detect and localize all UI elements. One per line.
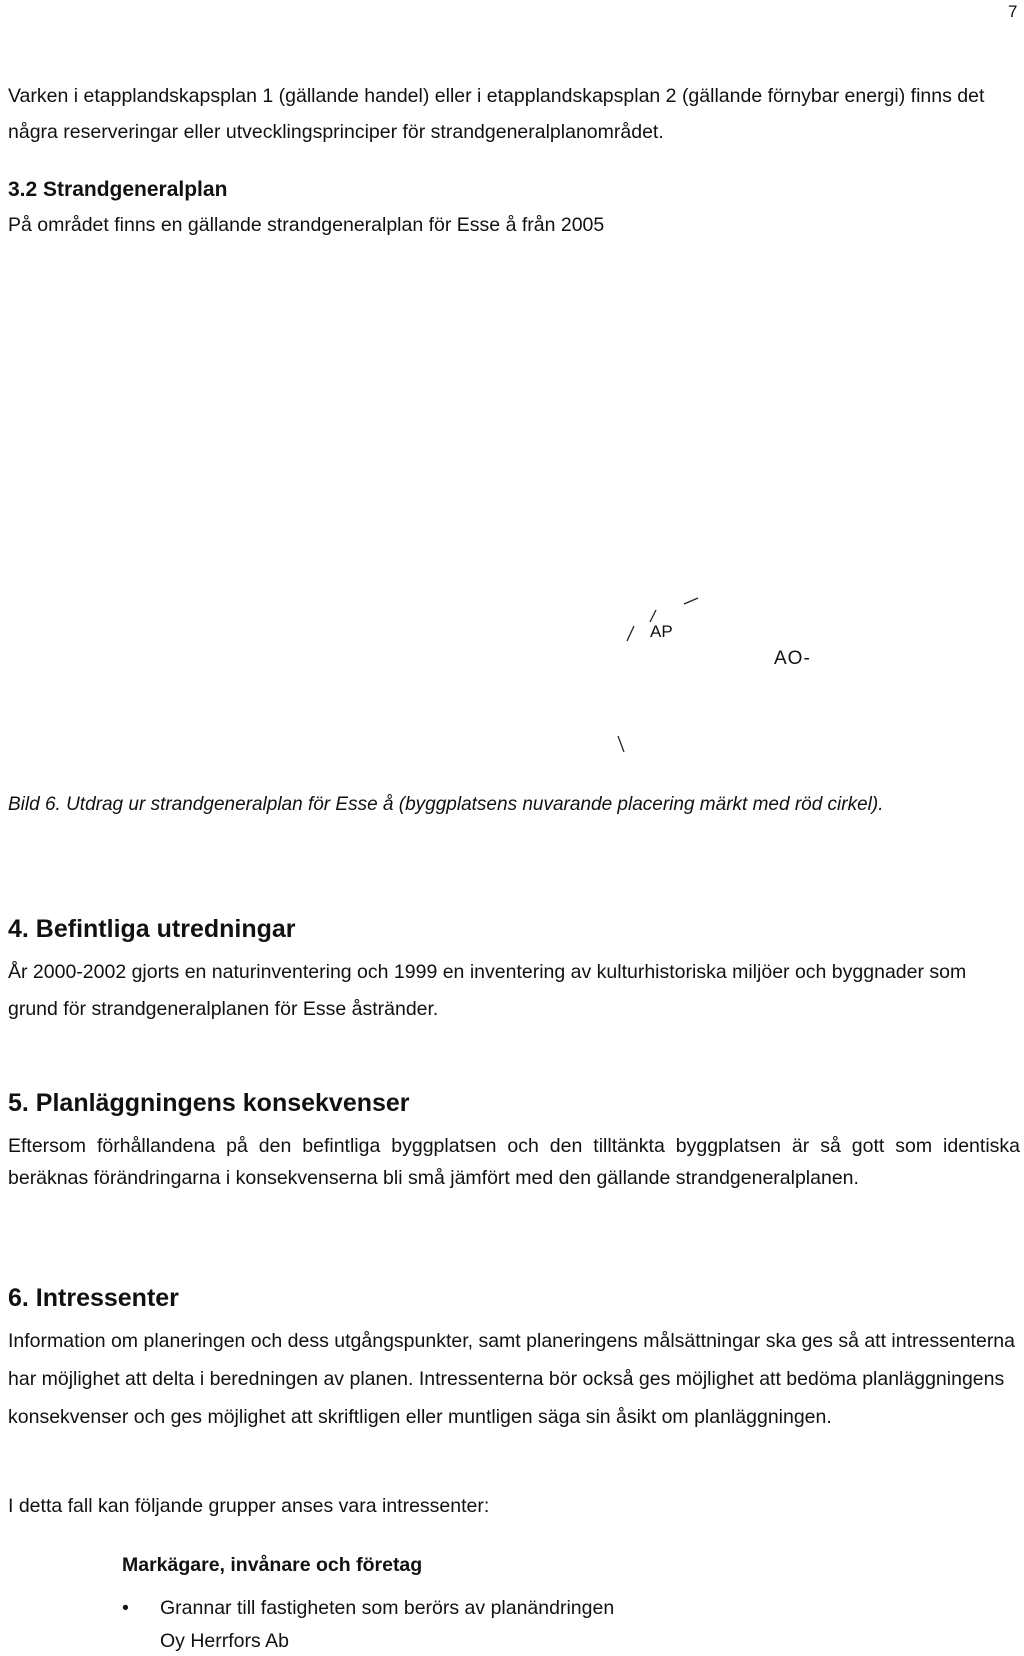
section-4-heading: 4. Befintliga utredningar (8, 915, 296, 943)
page-number: 7 (1008, 2, 1018, 21)
section-3-2-text: På området finns en gällande strandgeneralplan för Esse å från 2005 (8, 214, 605, 236)
bullet-icon: • (122, 1597, 129, 1619)
map-label-ao: AO- (774, 648, 811, 669)
section-6-groups-intro: I detta fall kan följande grupper anses vara intressenter: (8, 1495, 490, 1517)
stakeholder-sub-item: Oy Herrfors Ab (160, 1630, 289, 1652)
section-6-heading: 6. Intressenter (8, 1284, 179, 1312)
map-line-left (627, 626, 634, 641)
map-line-arrow (650, 610, 656, 622)
section-6-text: Information om planeringen och dess utgångspunkter, samt planeringens målsättningar ska ges så att intressenterna har möjlighet att delta i beredningen av planen. Intressenterna bör också ges möjlighet att bedöma planläggningens konsekvenser och ges möjlighet att skriftligen eller muntligen säga sin åsikt om planläggningen. (8, 1330, 1016, 1428)
map-line-top (684, 598, 698, 604)
section-5-heading: 5. Planläggningens konsekvenser (8, 1089, 410, 1117)
section-4-text: År 2000-2002 gjorts en naturinventering och 1999 en inventering av kulturhistoriska miljöer och byggnader som grund för strandgeneralplanen för Esse åstränder. (8, 961, 967, 1020)
map-line-bottom (618, 736, 624, 752)
map-marks (0, 240, 1024, 760)
stakeholder-group-heading: Markägare, invånare och företag (122, 1554, 423, 1576)
list-item (118, 1594, 614, 1622)
intro-paragraph: Varken i etapplandskapsplan 1 (gällande handel) eller i etapplandskapsplan 2 (gällande förnybar energi) finns det några reserveringar eller utvecklingsprinciper för strandgeneralplanområdet. (8, 85, 985, 143)
figure-caption: Bild 6. Utdrag ur strandgeneralplan för Esse å (byggplatsens nuvarande placering märkt med röd cirkel). (8, 794, 884, 815)
stakeholder-list (118, 1594, 614, 1622)
map-label-ap: AP (650, 622, 673, 641)
section-3-2-heading: 3.2 Strandgeneralplan (8, 178, 228, 201)
section-5-text: Eftersom förhållandena på den befintliga byggplatsen och den tilltänkta byggplatsen är så gott som identiska beräknas förändringarna i konsekvenserna bli små jämfört med den gällande strandgeneralplanen. (8, 1135, 1020, 1189)
list-item-text: Grannar till fastigheten som berörs av planändringen (160, 1597, 615, 1619)
map-extract (0, 240, 1024, 760)
